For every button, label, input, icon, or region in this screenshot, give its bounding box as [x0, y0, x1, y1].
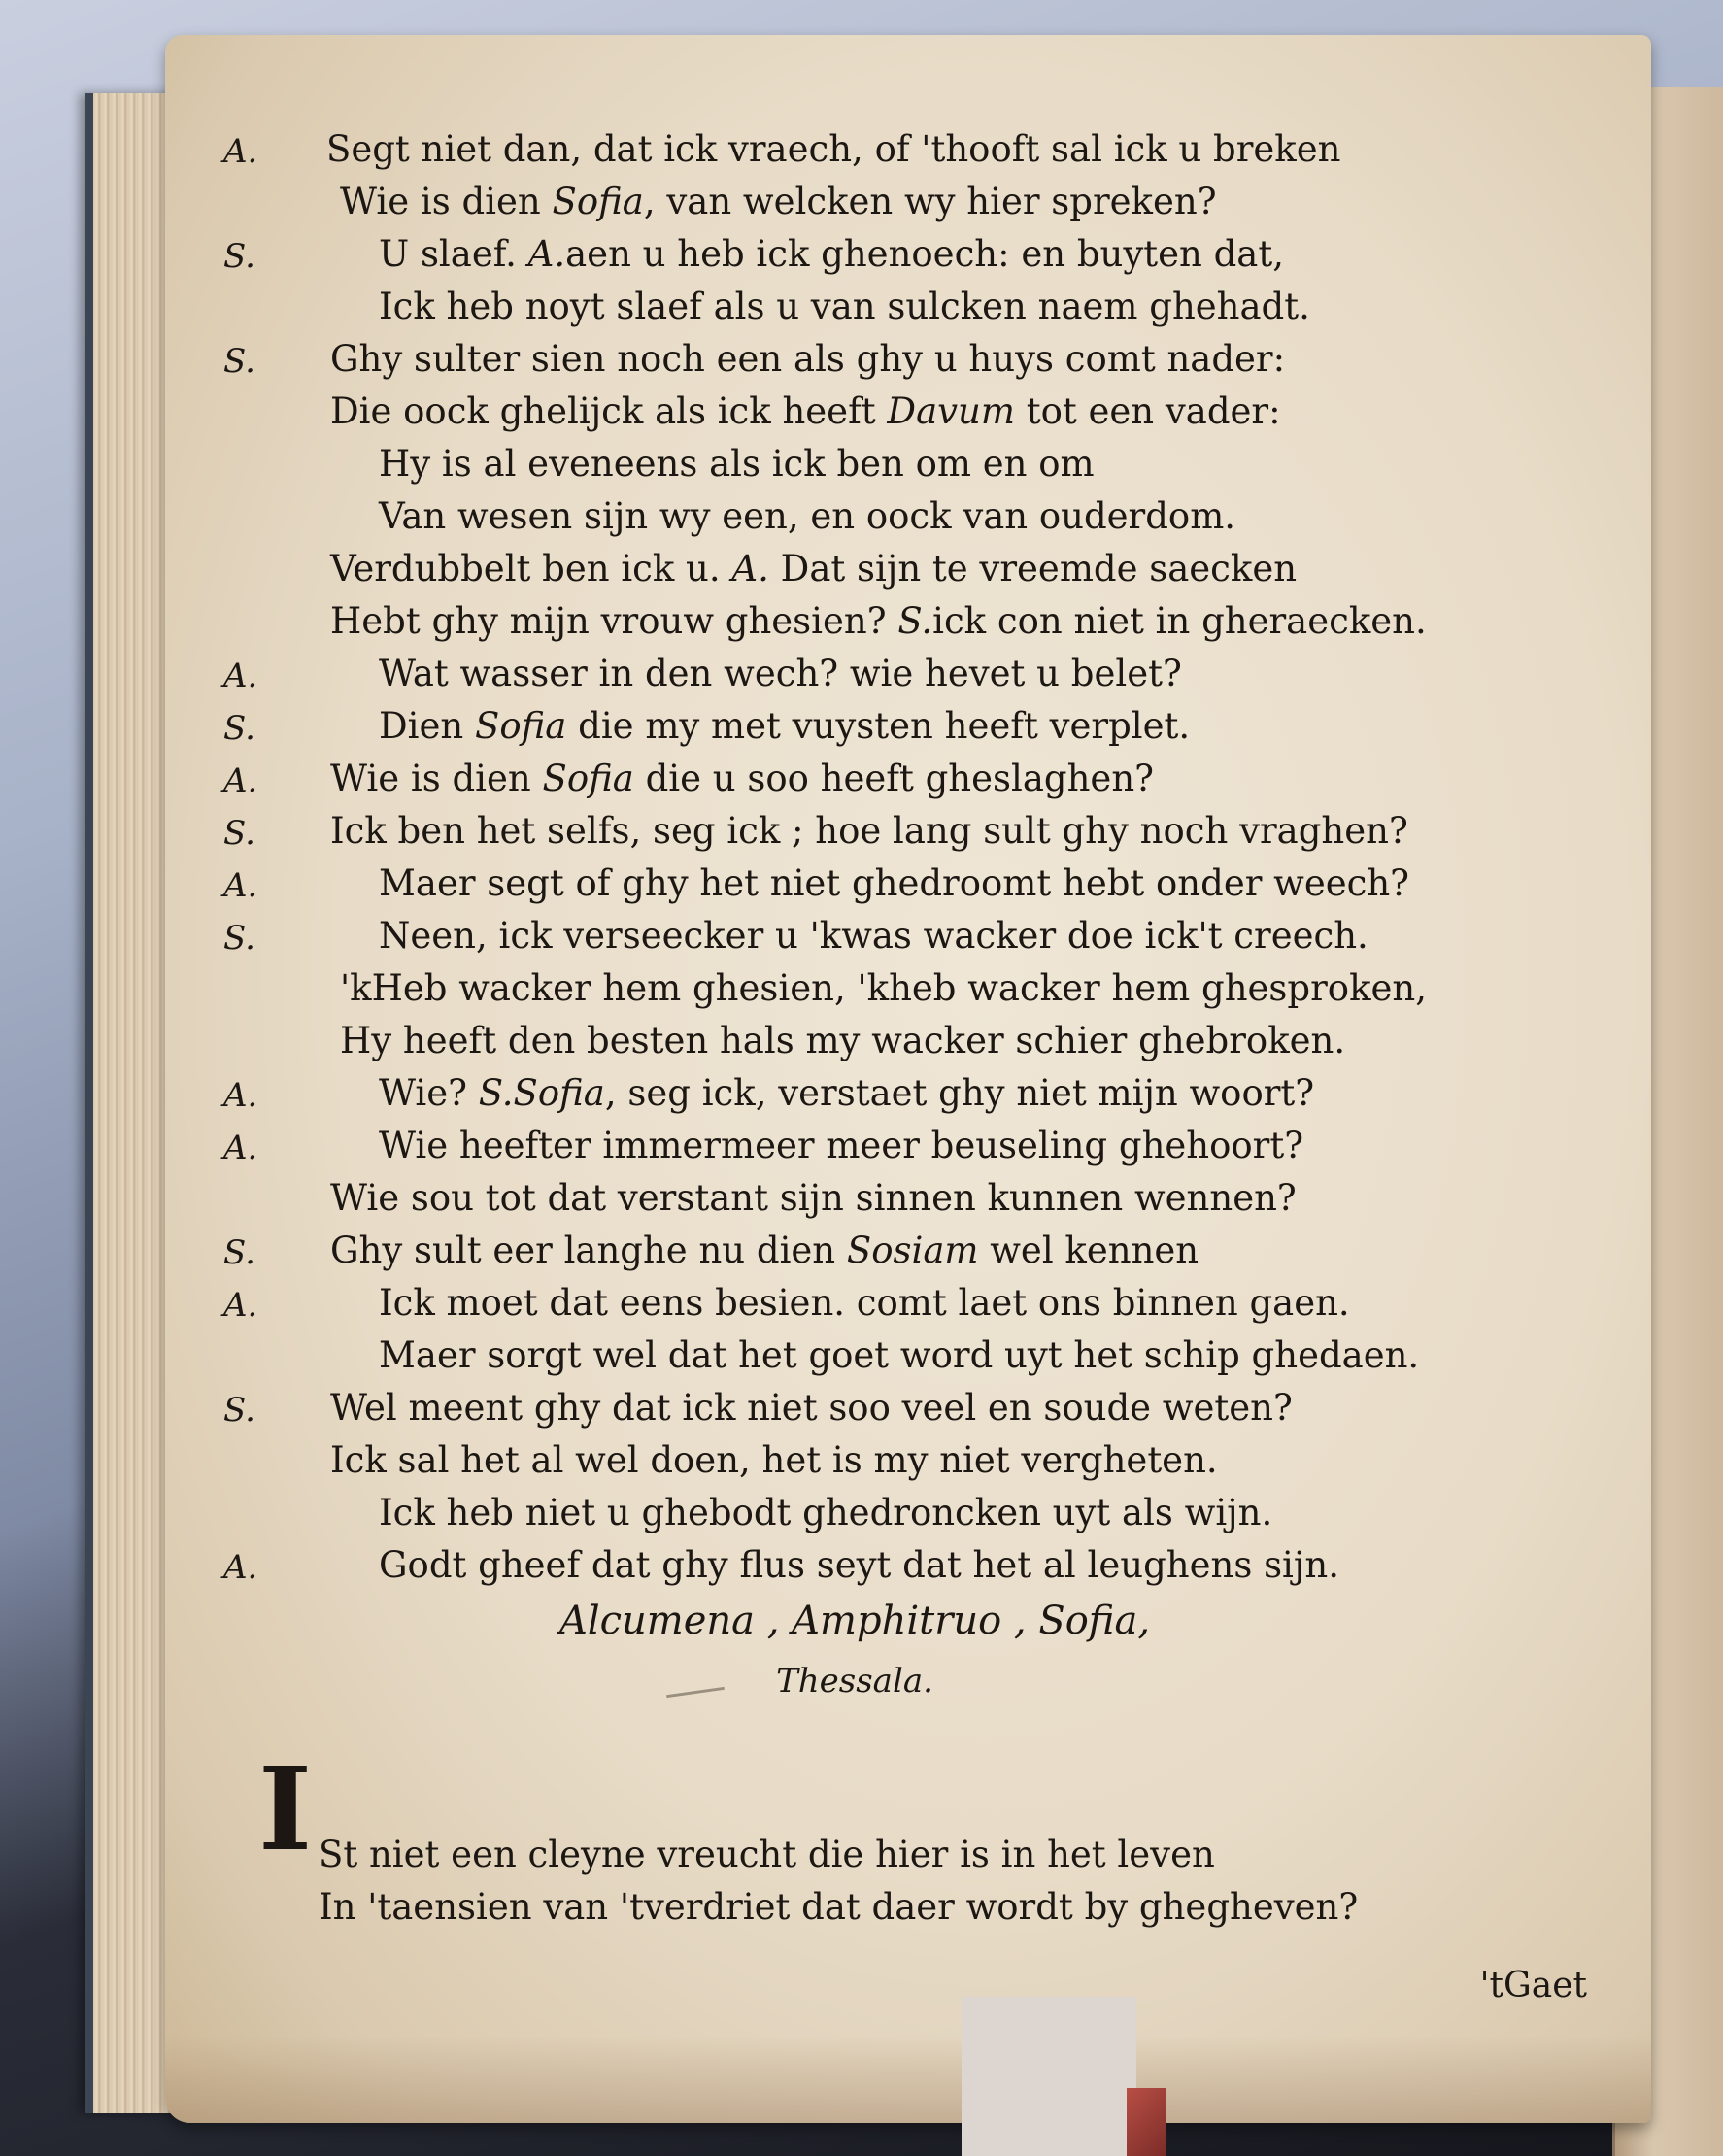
verse-text-line	[330, 758, 1154, 799]
italic-name: Sofia	[475, 705, 567, 747]
verse-segment: Wie heefter immermeer meer beuseling ghehoort?	[379, 1125, 1304, 1166]
verse-line	[223, 1125, 1603, 1177]
verse-segment: Maer segt of ghy het niet ghedroomt hebt onder weech?	[379, 862, 1410, 904]
verse-segment: , van welcken wy hier spreken?	[643, 181, 1217, 222]
verse-line	[223, 548, 1603, 600]
verse-text-line	[379, 1282, 1350, 1324]
verse-segment: U slaef.	[379, 233, 528, 275]
verse-text-line	[379, 1334, 1419, 1376]
verse-text-line	[379, 1492, 1272, 1533]
verse-line	[223, 338, 1603, 390]
verse-line	[223, 443, 1603, 495]
speaker-label: A.	[223, 1286, 258, 1325]
verse-line	[223, 1492, 1603, 1544]
verse-segment: , seg ick, verstaet ghy niet mijn woort?	[604, 1072, 1315, 1114]
verse-line	[223, 1387, 1603, 1439]
verse-segment: Ick heb niet u ghebodt ghedroncken uyt als wijn.	[379, 1492, 1273, 1533]
verse-text-line	[340, 967, 1427, 1009]
speaker-label: A.	[223, 132, 258, 171]
photo-corner-color	[1127, 2088, 1166, 2156]
verse-text-line	[340, 1020, 1345, 1061]
verse-segment: die u soo heeft gheslaghen?	[633, 758, 1154, 799]
verse-text-line	[330, 548, 1297, 590]
verse-segment: 'kHeb wacker hem ghesien, 'kheb wacker hem ghesproken,	[340, 967, 1427, 1009]
italic-name: Davum	[887, 390, 1015, 432]
speaker-label: A.	[223, 866, 258, 905]
verse-line	[223, 705, 1603, 758]
photo-corner-patch	[962, 1997, 1136, 2156]
verse-segment: Ick sal het al wel doen, het is my niet vergheten.	[330, 1439, 1218, 1481]
verse-segment: ick con niet in gheraecken.	[932, 600, 1427, 642]
verse-segment: Verdubbelt ben ick u.	[330, 548, 732, 590]
verse-line	[223, 1230, 1603, 1282]
speaker-label: S.	[223, 1233, 255, 1272]
verse-text-line	[379, 862, 1409, 904]
speaker-label: S.	[223, 237, 255, 276]
verse-text-line	[330, 1387, 1293, 1429]
verse-text-line	[330, 810, 1408, 852]
speaker-label: A.	[223, 761, 258, 800]
verse-segment: die my met vuysten heeft verplet.	[566, 705, 1191, 747]
verse-line	[223, 495, 1603, 548]
verse-text-line	[330, 1177, 1297, 1219]
verse-line	[223, 390, 1603, 443]
verse-text-line	[379, 915, 1368, 957]
verse-segment: Segt niet dan, dat ick vraech, of 'thooft sal ick u breken	[326, 128, 1341, 170]
verse-segment: Wie is dien	[340, 181, 553, 222]
verse-text-line	[330, 390, 1281, 432]
verse-segment: Wie is dien	[330, 758, 543, 799]
verse-line	[223, 1020, 1603, 1072]
verse-segment: Wat wasser in den wech? wie hevet u belet?	[379, 653, 1182, 694]
verse-line	[223, 810, 1603, 862]
italic-name: A.	[527, 233, 566, 275]
verse-line	[223, 1439, 1603, 1492]
verse-segment: Godt gheef dat ghy flus seyt dat het al leughens sijn.	[379, 1544, 1339, 1586]
verse-segment: Dat sijn te vreemde saecken	[768, 548, 1298, 590]
paragraph-line-1: St niet een cleyne vreucht die hier is in het leven	[319, 1834, 1215, 1875]
drop-capital: I	[258, 1741, 313, 1876]
page-shading	[165, 2036, 1651, 2123]
verse-line	[223, 1334, 1603, 1387]
verse-segment: Wie sou tot dat verstant sijn sinnen kunnen wennen?	[330, 1177, 1297, 1219]
scene-heading-continuation: Thessala.	[776, 1662, 933, 1701]
italic-name: A.	[731, 548, 769, 590]
speaker-label: A.	[223, 1076, 258, 1115]
verse-line	[223, 862, 1603, 915]
speaker-label: S.	[223, 342, 255, 381]
verse-segment: Dien	[379, 705, 475, 747]
verse-segment: Wie?	[379, 1072, 479, 1114]
verse-text-line	[379, 705, 1190, 747]
verse-text-line	[326, 128, 1340, 170]
verse-segment: Ghy sult eer langhe nu dien	[330, 1230, 847, 1271]
paragraph-line-2: In 'taensien van 'tverdriet dat daer wordt by ghegheven?	[319, 1886, 1359, 1928]
verse-text-line	[379, 286, 1310, 327]
verse-segment: Wel meent ghy dat ick niet soo veel en soude weten?	[330, 1387, 1293, 1429]
verse-segment: Die oock ghelijck als ick heeft	[330, 390, 888, 432]
scene-heading: Alcumena , Amphitruo , Sofia,	[558, 1599, 1151, 1643]
verse-line	[223, 1544, 1603, 1597]
verse-segment: Ick heb noyt slaef als u van sulcken naem ghehadt.	[379, 286, 1310, 327]
verse-line	[223, 653, 1603, 705]
italic-name: Sofia	[542, 758, 634, 799]
verse-text-line	[379, 1544, 1339, 1586]
book-page	[165, 35, 1651, 2123]
verse-text	[223, 128, 1603, 1597]
verse-line	[223, 758, 1603, 810]
verse-segment: wel kennen	[978, 1230, 1199, 1271]
verse-line	[223, 1282, 1603, 1334]
verse-segment: Van wesen sijn wy een, en oock van ouderdom.	[379, 495, 1236, 537]
verse-segment: aen u heb ick ghenoech: en buyten dat,	[565, 233, 1284, 275]
verse-line	[223, 128, 1603, 181]
verse-text-line	[330, 338, 1285, 380]
catchword: 'tGaet	[1479, 1966, 1587, 2005]
verse-line	[223, 286, 1603, 338]
verse-line	[223, 915, 1603, 967]
verse-text-line	[379, 443, 1095, 485]
verse-line	[223, 1072, 1603, 1125]
verse-segment: Hebt ghy mijn vrouw ghesien?	[330, 600, 898, 642]
verse-text-line	[340, 181, 1217, 222]
verse-segment: Hy heeft den besten hals my wacker schier ghebroken.	[340, 1020, 1346, 1061]
verse-segment: Neen, ick verseecker u 'kwas wacker doe ick't creech.	[379, 915, 1368, 957]
speaker-label: S.	[223, 919, 255, 958]
verse-text-line	[330, 1439, 1218, 1481]
verse-text-line	[379, 233, 1284, 275]
speaker-label: A.	[223, 1129, 258, 1167]
verse-line	[223, 181, 1603, 233]
speaker-label: S.	[223, 1391, 255, 1430]
verse-text-line	[379, 653, 1182, 694]
italic-name: Sofia	[552, 181, 644, 222]
verse-text-line	[379, 1125, 1303, 1166]
verse-segment: Ick ben het selfs, seg ick ; hoe lang sult ghy noch vraghen?	[330, 810, 1408, 852]
italic-name: Sosiam	[846, 1230, 979, 1271]
speaker-label: A.	[223, 1548, 258, 1587]
speaker-label: S.	[223, 814, 255, 853]
verse-text-line	[330, 1230, 1199, 1271]
speaker-label: S.	[223, 709, 255, 748]
verse-segment: tot een vader:	[1014, 390, 1281, 432]
verse-line	[223, 600, 1603, 653]
verse-segment: Maer sorgt wel dat het goet word uyt het schip ghedaen.	[379, 1334, 1420, 1376]
verse-text-line	[379, 1072, 1314, 1114]
verse-segment: Ick moet dat eens besien. comt laet ons binnen gaen.	[379, 1282, 1350, 1324]
verse-line	[223, 233, 1603, 286]
verse-segment: Ghy sulter sien noch een als ghy u huys comt nader:	[330, 338, 1286, 380]
verse-line	[223, 1177, 1603, 1230]
speaker-label: A.	[223, 657, 258, 695]
verse-segment: Hy is al eveneens als ick ben om en om	[379, 443, 1095, 485]
verse-text-line	[330, 600, 1427, 642]
verse-text-line	[379, 495, 1235, 537]
italic-name: S.	[897, 600, 933, 642]
verse-line	[223, 967, 1603, 1020]
italic-name: S.Sofia	[478, 1072, 605, 1114]
